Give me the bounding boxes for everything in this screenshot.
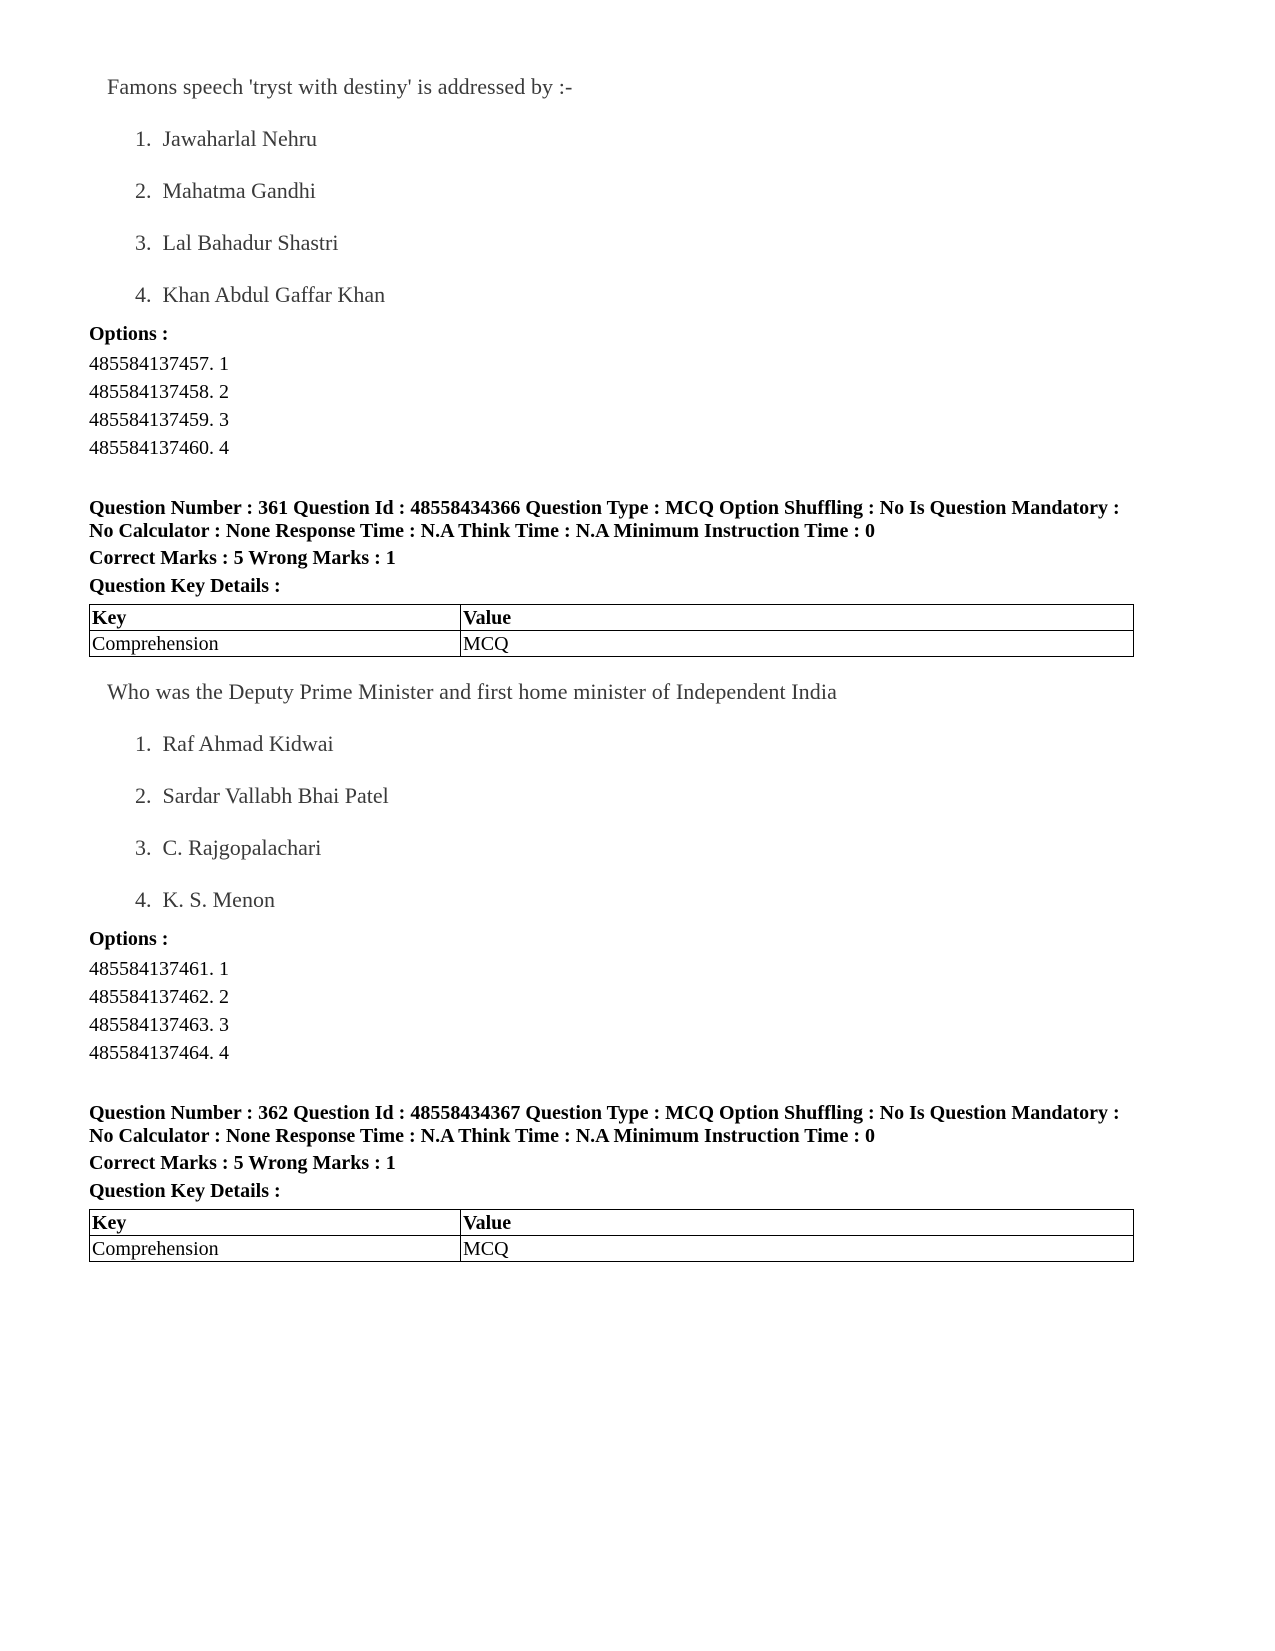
choice-text: Raf Ahmad Kidwai [162, 731, 334, 756]
table-header-key: Key [90, 605, 461, 631]
option-line: 485584137464. 4 [89, 1042, 229, 1064]
choice-item [135, 126, 317, 152]
table-header-value: Value [461, 1210, 1134, 1236]
table-cell-key: Comprehension [90, 631, 461, 657]
table-header-key: Key [90, 1210, 461, 1236]
choice-item [135, 178, 316, 204]
marks-line: Correct Marks : 5 Wrong Marks : 1 [89, 547, 396, 569]
key-details-label: Question Key Details : [89, 575, 281, 597]
question-text: Who was the Deputy Prime Minister and first home minister of Independent India [107, 679, 837, 704]
choice-text: Jawaharlal Nehru [162, 126, 318, 151]
option-line: 485584137463. 3 [89, 1014, 229, 1036]
choice-number: 1. [135, 126, 152, 151]
choice-text: Khan Abdul Gaffar Khan [162, 282, 386, 307]
choice-number: 4. [135, 282, 152, 307]
key-details-label: Question Key Details : [89, 1180, 281, 1202]
choice-text: K. S. Menon [162, 887, 275, 912]
question-meta [89, 497, 1189, 543]
choice-item [135, 282, 385, 308]
question-text: Famons speech 'tryst with destiny' is addressed by :- [107, 74, 573, 99]
table-cell-value: MCQ [461, 1236, 1134, 1262]
question-meta [89, 1102, 1189, 1148]
option-line: 485584137459. 3 [89, 409, 229, 431]
table-cell-value: MCQ [461, 631, 1134, 657]
key-details-table [89, 604, 1134, 657]
choice-item [135, 887, 275, 913]
choice-text: Lal Bahadur Shastri [162, 230, 339, 255]
choice-text: C. Rajgopalachari [162, 835, 322, 860]
option-line: 485584137460. 4 [89, 437, 229, 459]
table-cell-key: Comprehension [90, 1236, 461, 1262]
options-list [89, 350, 229, 462]
choice-number: 3. [135, 835, 152, 860]
choice-item [135, 835, 321, 861]
choice-number: 1. [135, 731, 152, 756]
choice-item [135, 731, 334, 757]
choice-number: 2. [135, 783, 152, 808]
marks-line: Correct Marks : 5 Wrong Marks : 1 [89, 1152, 396, 1174]
table-row [90, 631, 1134, 657]
question-meta-line: Question Number : 361 Question Id : 48558434366 Question Type : MCQ Option Shuffling : No Is Question Mandatory : [89, 497, 1120, 519]
table-header-value: Value [461, 605, 1134, 631]
options-label: Options : [89, 928, 169, 950]
choice-text: Mahatma Gandhi [162, 178, 316, 203]
choice-number: 3. [135, 230, 152, 255]
table-header-row [90, 605, 1134, 631]
choice-text: Sardar Vallabh Bhai Patel [162, 783, 389, 808]
choice-number: 4. [135, 887, 152, 912]
key-details-table [89, 1209, 1134, 1262]
question-meta-line: No Calculator : None Response Time : N.A Think Time : N.A Minimum Instruction Time : 0 [89, 1125, 875, 1147]
table-header-row [90, 1210, 1134, 1236]
question-meta-line: No Calculator : None Response Time : N.A Think Time : N.A Minimum Instruction Time : 0 [89, 520, 875, 542]
option-line: 485584137458. 2 [89, 381, 229, 403]
choice-item [135, 783, 389, 809]
option-line: 485584137457. 1 [89, 353, 229, 375]
choice-item [135, 230, 338, 256]
option-line: 485584137461. 1 [89, 958, 229, 980]
options-list [89, 955, 229, 1067]
options-label: Options : [89, 323, 169, 345]
option-line: 485584137462. 2 [89, 986, 229, 1008]
question-meta-line: Question Number : 362 Question Id : 48558434367 Question Type : MCQ Option Shuffling : No Is Question Mandatory : [89, 1102, 1120, 1124]
table-row [90, 1236, 1134, 1262]
choice-number: 2. [135, 178, 152, 203]
